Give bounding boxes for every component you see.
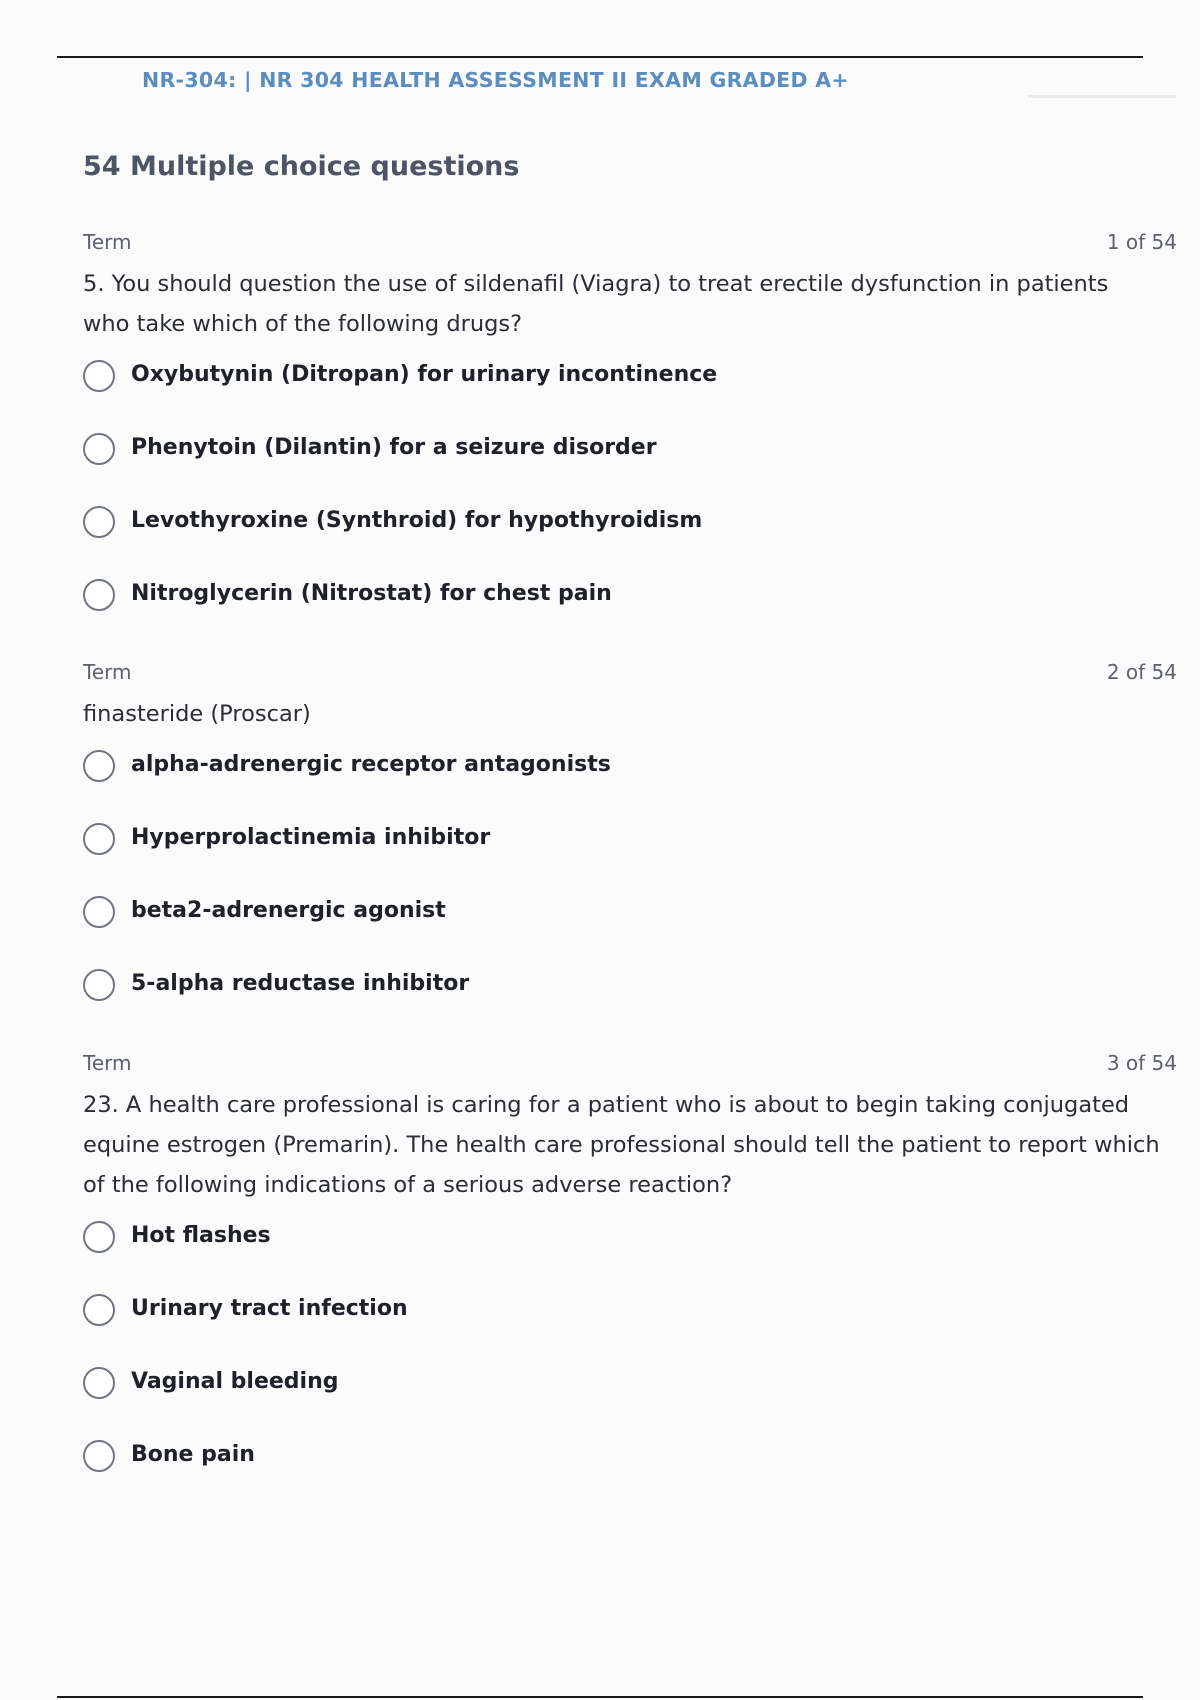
header-underline: [1028, 95, 1176, 98]
answer-option-label: Phenytoin (Dilantin) for a seizure disorder: [131, 435, 657, 460]
answer-option-label: Vaginal bleeding: [131, 1369, 339, 1394]
answer-option[interactable]: [83, 1294, 1177, 1330]
set-heading: 54 Multiple choice questions: [83, 151, 520, 182]
answer-option-label: Levothyroxine (Synthroid) for hypothyroidism: [131, 508, 703, 533]
answer-option[interactable]: [83, 1440, 1177, 1476]
question-card-2: [83, 660, 1177, 1042]
question-card-3: [83, 1051, 1177, 1513]
answer-option-label: Bone pain: [131, 1442, 255, 1467]
radio-button[interactable]: [83, 896, 115, 928]
term-label: Term: [83, 230, 132, 254]
answer-option-label: Urinary tract infection: [131, 1296, 408, 1321]
answer-option-label: Hyperprolactinemia inhibitor: [131, 825, 491, 850]
answer-option[interactable]: [83, 360, 1177, 396]
answer-options: [83, 1221, 1177, 1476]
answer-option[interactable]: [83, 750, 1177, 786]
answer-option-label: Hot flashes: [131, 1223, 271, 1248]
answer-option[interactable]: [83, 433, 1177, 469]
term-counter: 1 of 54: [1106, 230, 1177, 254]
radio-button[interactable]: [83, 579, 115, 611]
radio-button[interactable]: [83, 1221, 115, 1253]
answer-option-label: beta2-adrenergic agonist: [131, 898, 446, 923]
answer-option-label: alpha-adrenergic receptor antagonists: [131, 752, 611, 777]
radio-button[interactable]: [83, 750, 115, 782]
term-label: Term: [83, 660, 132, 684]
answer-option[interactable]: [83, 969, 1177, 1005]
answer-option[interactable]: [83, 896, 1177, 932]
answer-option[interactable]: [83, 823, 1177, 859]
radio-button[interactable]: [83, 360, 115, 392]
bottom-rule: [57, 1696, 1143, 1698]
term-counter: 2 of 54: [1106, 660, 1177, 684]
question-prompt: 5. You should question the use of sildenafil (Viagra) to treat erectile dysfunction in patients who take which of the following drugs?: [83, 271, 1109, 337]
radio-button[interactable]: [83, 433, 115, 465]
term-counter: 3 of 54: [1106, 1051, 1177, 1075]
answer-option[interactable]: [83, 1221, 1177, 1257]
radio-button[interactable]: [83, 1367, 115, 1399]
radio-button[interactable]: [83, 969, 115, 1001]
answer-option[interactable]: [83, 1367, 1177, 1403]
question-card-1: [83, 230, 1177, 652]
answer-options: [83, 360, 1177, 615]
term-label: Term: [83, 1051, 132, 1075]
question-prompt: finasteride (Proscar): [83, 701, 311, 727]
radio-button[interactable]: [83, 506, 115, 538]
answer-option[interactable]: [83, 579, 1177, 615]
radio-button[interactable]: [83, 1294, 115, 1326]
radio-button[interactable]: [83, 1440, 115, 1472]
answer-options: [83, 750, 1177, 1005]
answer-option-label: 5-alpha reductase inhibitor: [131, 971, 470, 996]
question-prompt: 23. A health care professional is caring for a patient who is about to begin taking conjugated equine estrogen (Premarin). The health care professional should tell the patient to report which of the following indications of a serious adverse reaction?: [83, 1092, 1160, 1198]
answer-option[interactable]: [83, 506, 1177, 542]
radio-button[interactable]: [83, 823, 115, 855]
answer-option-label: Oxybutynin (Ditropan) for urinary incontinence: [131, 362, 718, 387]
top-rule: [57, 56, 1143, 58]
answer-option-label: Nitroglycerin (Nitrostat) for chest pain: [131, 581, 612, 606]
document-title: NR-304: | NR 304 HEALTH ASSESSMENT II EXAM GRADED A+: [142, 68, 849, 92]
